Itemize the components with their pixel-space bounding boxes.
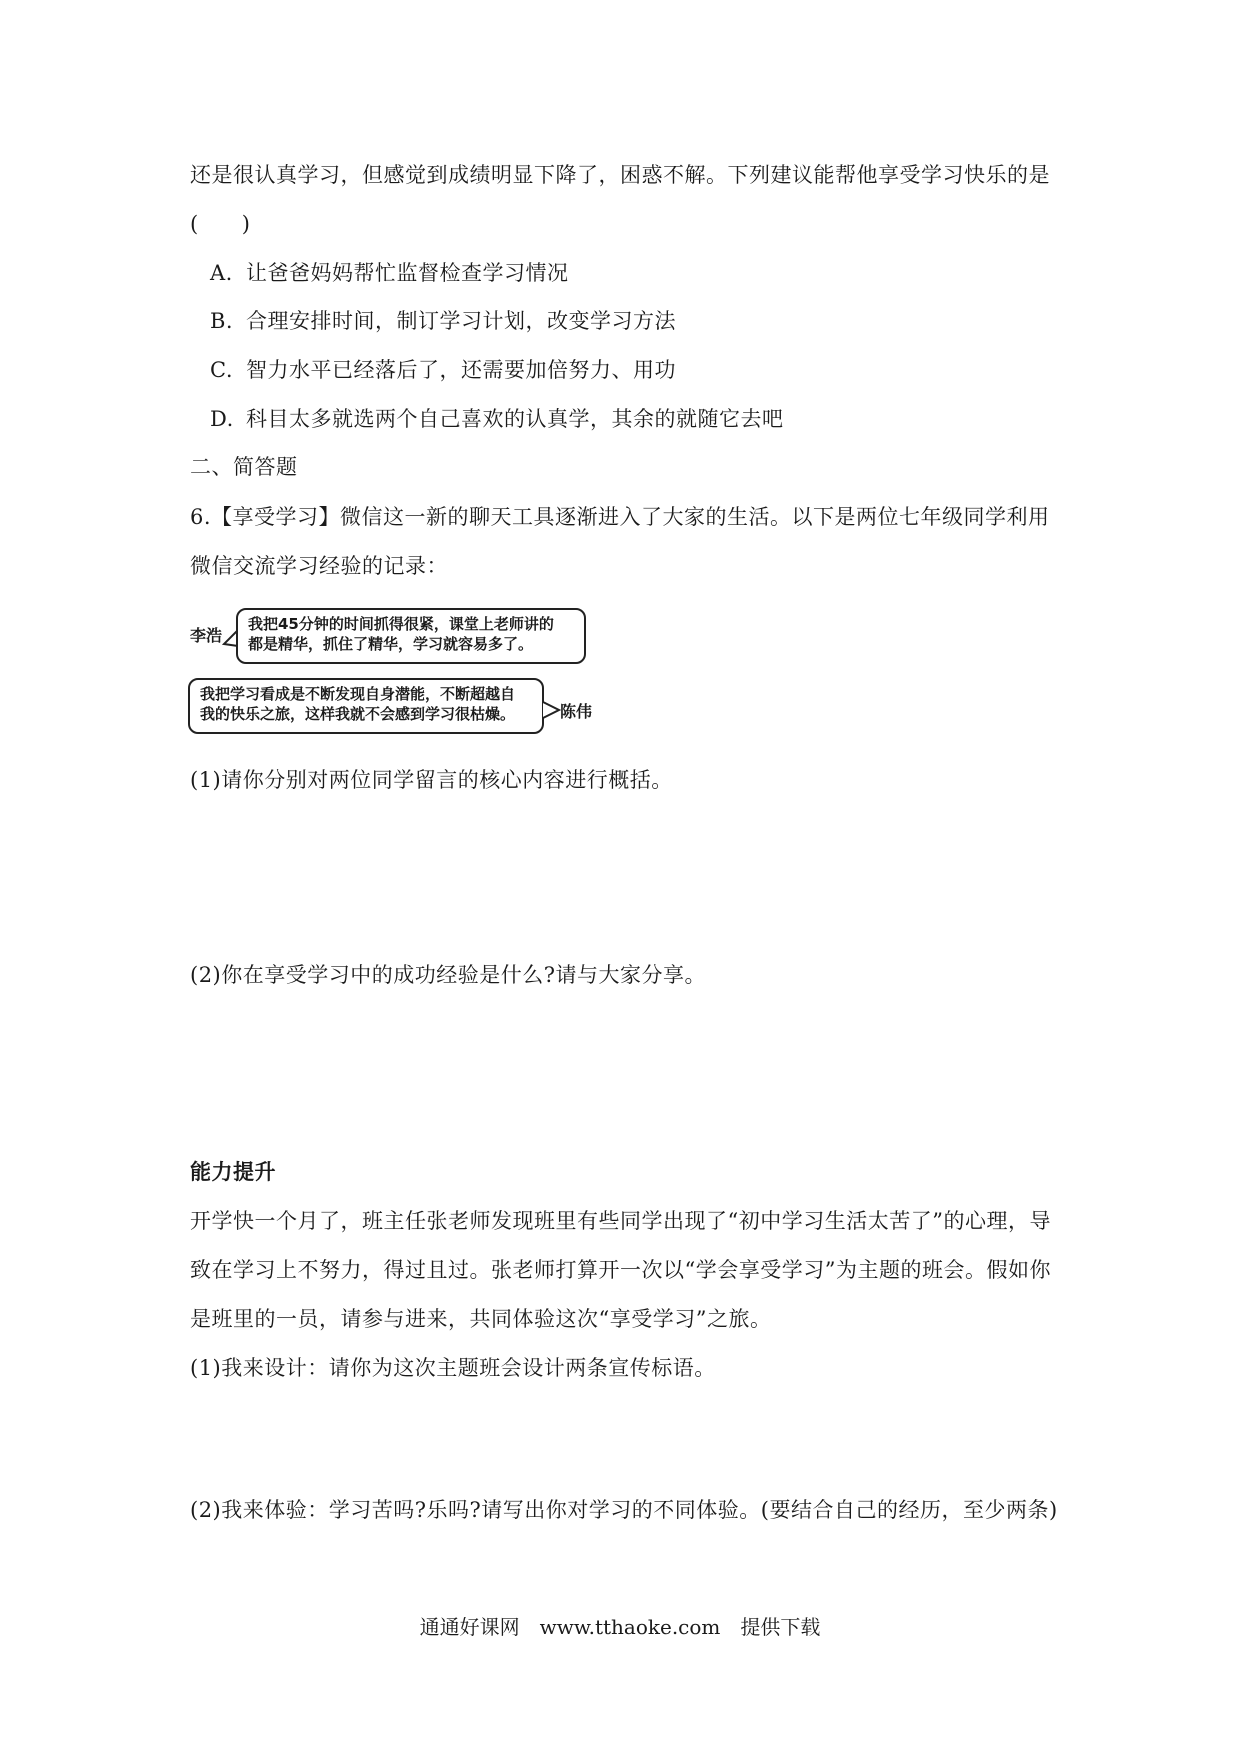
option-text: 让爸爸妈妈帮忙监督检查学习情况: [246, 261, 569, 285]
option-letter: A.: [210, 261, 233, 285]
ability-subquestion-1: (1)我来设计：请你为这次主题班会设计两条宣传标语。: [190, 1356, 716, 1380]
section-heading: 二、简答题: [190, 455, 298, 479]
chat-message-line: 都是精华，抓住了精华，学习就容易多了。: [248, 635, 534, 653]
q5-option-b: [210, 306, 676, 336]
q6-subquestion-2: (2)你在享受学习中的成功经验是什么?请与大家分享。: [190, 963, 707, 987]
option-letter: D.: [210, 407, 234, 431]
chat-message-line: 我把学习看成是不断发现自身潜能，不断超越自: [200, 685, 516, 703]
option-letter: B.: [210, 309, 234, 333]
chat-message-line: 我的快乐之旅，这样我就不会感到学习很枯燥。: [200, 705, 516, 723]
chat-bubble-tail-right: [541, 700, 561, 724]
ability-paragraph-line-3: 是班里的一员，请参与进来，共同体验这次“享受学习”之旅。: [190, 1307, 772, 1331]
ability-paragraph-line-1: 开学快一个月了，班主任张老师发现班里有些同学出现了“初中学习生活太苦了”的心理，导: [190, 1209, 1051, 1233]
q6-stem-line-1: 6.【享受学习】微信这一新的聊天工具逐渐进入了大家的生活。以下是两位七年级同学利用: [190, 505, 1050, 529]
q5-answer-bracket: ( ): [190, 212, 251, 236]
chat-bubble-chenwei: [188, 678, 544, 734]
chat-message-line: 我把45分钟的时间抓得很紧，课堂上老师讲的: [248, 615, 554, 633]
option-text: 科目太多就选两个自己喜欢的认真学，其余的就随它去吧: [246, 407, 784, 431]
ability-heading: 能力提升: [190, 1159, 276, 1184]
option-letter: C.: [210, 358, 233, 382]
ability-paragraph-line-2: 致在学习上不努力，得过且过。张老师打算开一次以“学会享受学习”为主题的班会。假如你: [190, 1258, 1051, 1282]
q5-option-a: [210, 258, 569, 288]
chat-speaker-lihao: 李浩: [190, 626, 223, 645]
q6-stem-line-2: 微信交流学习经验的记录：: [190, 554, 448, 578]
option-text: 合理安排时间，制订学习计划，改变学习方法: [246, 309, 676, 333]
option-text: 智力水平已经落后了，还需要加倍努力、用功: [246, 358, 676, 382]
chat-bubble-lihao: [236, 608, 586, 664]
ability-subquestion-2: (2)我来体验：学习苦吗?乐吗?请写出你对学习的不同体验。(要结合自己的经历，至少两条): [190, 1498, 1058, 1522]
q5-option-c: [210, 355, 676, 385]
page-footer: 通通好课网 www.tthaoke.com 提供下载: [419, 1615, 821, 1639]
q6-subquestion-1: (1)请你分别对两位同学留言的核心内容进行概括。: [190, 768, 673, 792]
chat-speaker-chenwei: 陈伟: [560, 702, 593, 721]
q5-option-d: [210, 404, 784, 434]
q5-stem-line: 还是很认真学习，但感觉到成绩明显下降了，困惑不解。下列建议能帮他享受学习快乐的是: [190, 163, 1050, 187]
